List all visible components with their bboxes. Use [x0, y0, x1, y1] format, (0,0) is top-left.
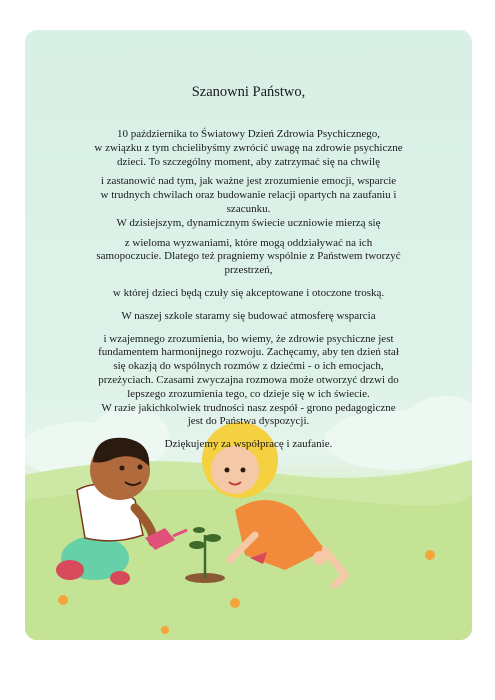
letter-line: przestrzeń, [224, 264, 273, 277]
letter-line: 10 października to Światowy Dzień Zdrowia Psychicznego, [116, 128, 380, 140]
letter-line: jest do Państwa dyspozycji. [187, 415, 310, 428]
letter-line: samopoczucie. Dlatego też pragniemy wspólnie z Państwem tworzyć [96, 250, 401, 263]
letter-line: w trudnych chwilach oraz budowanie relacji opartych na zaufaniu i [100, 189, 397, 202]
letter-body [25, 84, 472, 452]
letter-line: się okazją do wspólnych rozmów z dziećmi - o ich emocjach, [113, 360, 384, 373]
letter-line: z wieloma wyzwaniami, które mogą oddziaływać na ich [124, 236, 373, 249]
letter-closing: Dziękujemy za współpracę i zaufanie. [164, 438, 333, 451]
letter-line: w której dzieci będą czuły się akceptowane i otoczone troską. [112, 286, 385, 299]
letter-line: W dzisiejszym, dynamicznym świecie uczniowie mierzą się [116, 216, 381, 229]
letter-line: dzieci. To szczególny moment, aby zatrzymać się na chwilę [117, 155, 380, 168]
letter-line: i zastanowić nad tym, jak ważne jest zrozumienie emocji, wsparcie [100, 175, 397, 188]
letter-line: i wzajemnego zrozumienia, bo wiemy, że zdrowie psychiczne jest [103, 332, 394, 345]
letter-line: fundamentem harmonijnego rozwoju. Zachęcamy, aby ten dzień stał [98, 346, 399, 359]
letter-line: lepszego zrozumienia tego, co dzieje się w ich świecie. [127, 387, 370, 400]
letter-line: w związku z tym chcielibyśmy zwrócić uwagę na zdrowie psychiczne [94, 141, 403, 154]
letter-greeting: Szanowni Państwo, [191, 84, 306, 100]
letter-line: W razie jakichkolwiek trudności nasz zespół - grono pedagogiczne [101, 401, 396, 414]
letter-line: przeżyciach. Czasami zwyczajna rozmowa może otworzyć drzwi do [98, 373, 399, 386]
letter-line: W naszej szkole staramy się budować atmosferę wsparcia [121, 309, 376, 322]
letter-line: szacunku. [226, 202, 271, 215]
